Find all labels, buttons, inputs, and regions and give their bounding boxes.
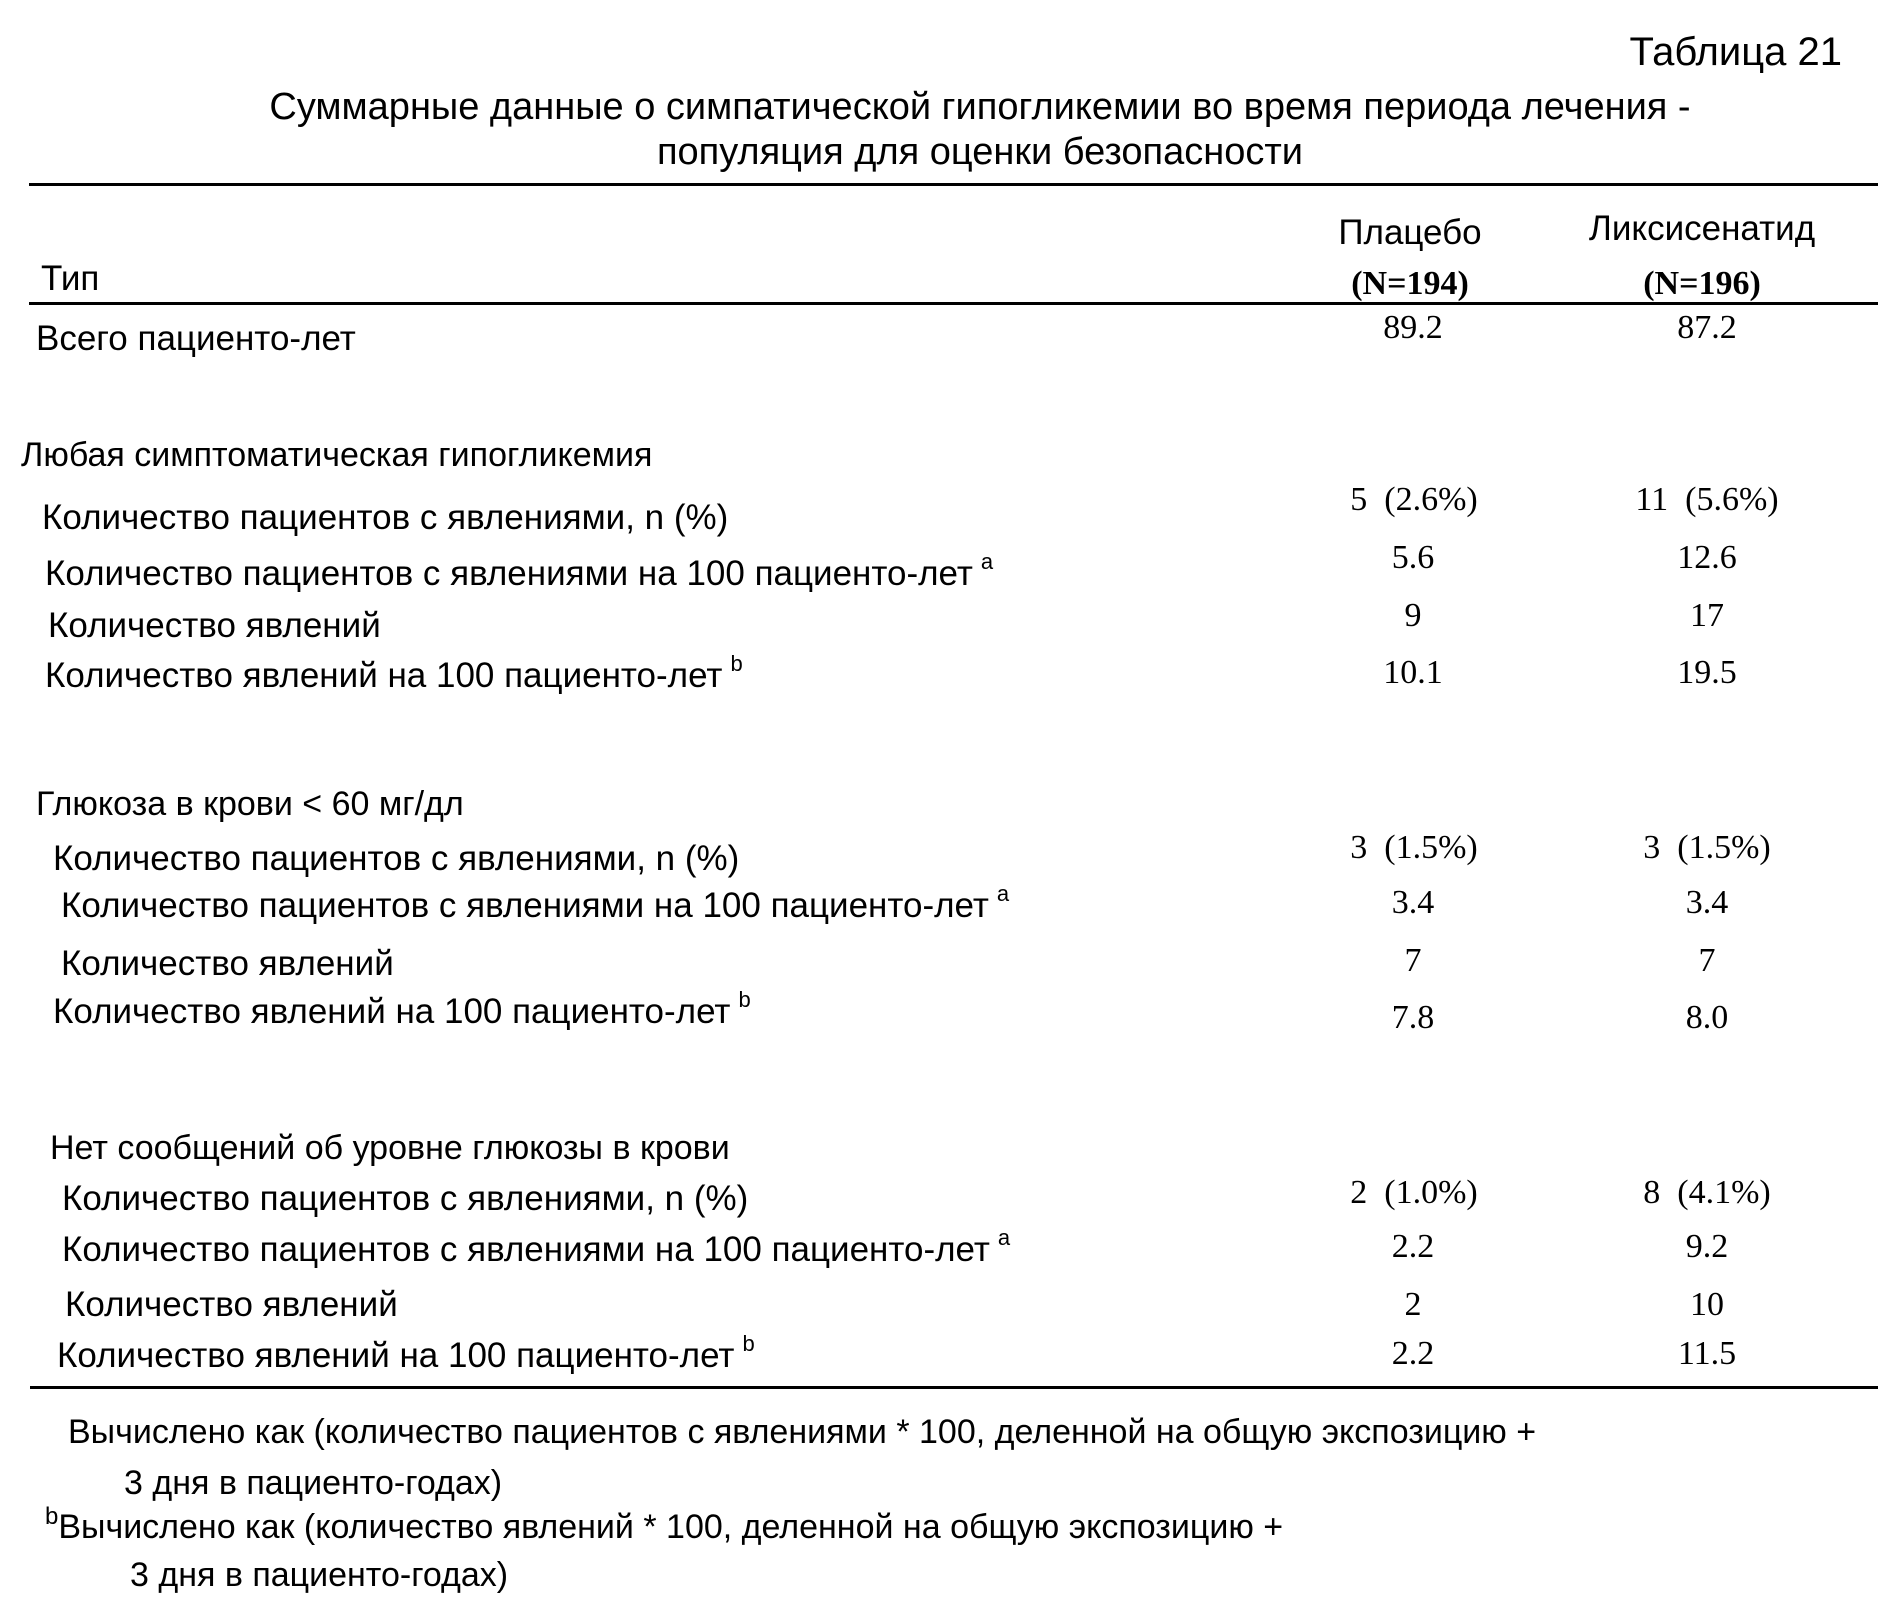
placebo-column-header: Плацебо bbox=[1338, 213, 1482, 252]
row-label: Количество пациентов с явлениями на 100 пациенто-лет $^a$ bbox=[62, 1225, 1011, 1269]
lixisenatide-value: 9.2 bbox=[1685, 1228, 1729, 1265]
header-rule bbox=[29, 302, 1878, 305]
lixisenatide-value: 8 (4.1%) bbox=[1643, 1174, 1771, 1211]
placebo-value: 7.8 bbox=[1391, 999, 1435, 1036]
placebo-value: 3 (1.5%) bbox=[1350, 829, 1478, 866]
lixisenatide-value: 3 (1.5%) bbox=[1643, 829, 1771, 866]
footnote-marker-a: a bbox=[996, 881, 1010, 906]
footnote-a-line-2: 3 дня в пациенто-годах) bbox=[124, 1464, 503, 1502]
total-lixisenatide-value: 87.2 bbox=[1677, 309, 1737, 346]
top-rule bbox=[29, 183, 1878, 186]
type-column-header: Тип bbox=[41, 259, 100, 298]
lixisenatide-column-header: Ликсисенатид bbox=[1588, 209, 1816, 248]
footnote-marker-b: b bbox=[738, 987, 751, 1012]
row-label: Количество явлений на 100 пациенто-лет $^b$ bbox=[45, 651, 743, 695]
row-label: Количество явлений на 100 пациенто-лет $^b$ bbox=[53, 987, 751, 1031]
lixisenatide-value: 10 bbox=[1690, 1286, 1724, 1323]
row-label: Количество явлений на 100 пациенто-лет $^b$ bbox=[57, 1331, 755, 1375]
total-placebo-value: 89.2 bbox=[1383, 309, 1443, 346]
lixisenatide-value: 8.0 bbox=[1685, 999, 1729, 1036]
footnote-b-line-2: 3 дня в пациенто-годах) bbox=[130, 1556, 509, 1594]
placebo-value: 9 bbox=[1404, 597, 1422, 634]
footnote-marker-b: b bbox=[45, 1503, 59, 1530]
lixisenatide-value: 7 bbox=[1698, 942, 1716, 979]
total-patient-years-label: Всего пациенто-лет bbox=[36, 319, 356, 358]
section-title-any-symptomatic: Любая симптоматическая гипогликемия bbox=[21, 436, 653, 474]
row-label: Количество пациентов с явлениями, n (%) bbox=[53, 839, 740, 878]
lixisenatide-n-header: (N=196) bbox=[1643, 265, 1761, 302]
footnote-marker-b: b bbox=[742, 1331, 755, 1356]
placebo-n-header: (N=194) bbox=[1351, 265, 1469, 302]
placebo-value: 7 bbox=[1404, 942, 1422, 979]
lixisenatide-value: 3.4 bbox=[1685, 884, 1729, 921]
footnote-marker-b: b bbox=[730, 651, 743, 676]
placebo-value: 2 bbox=[1404, 1286, 1422, 1323]
placebo-value: 5 (2.6%) bbox=[1350, 481, 1478, 518]
row-label: Количество пациентов с явлениями, n (%) bbox=[42, 498, 729, 537]
placebo-value: 2.2 bbox=[1391, 1335, 1435, 1372]
placebo-value: 2 (1.0%) bbox=[1350, 1174, 1478, 1211]
footnote-a-line-1: Вычислено как (количество пациентов с явлениями * 100, деленной на общую экспозицию + bbox=[68, 1413, 1537, 1451]
footnote-marker-a: a bbox=[980, 549, 994, 574]
lixisenatide-value: 11 (5.6%) bbox=[1635, 481, 1779, 518]
footnote-marker-a: a bbox=[997, 1225, 1011, 1250]
lixisenatide-value: 11.5 bbox=[1677, 1335, 1737, 1372]
row-label: Количество пациентов с явлениями на 100 пациенто-лет $^a$ bbox=[45, 549, 994, 593]
section-title-glucose-below-60: Глюкоза в крови < 60 мг/дл bbox=[36, 785, 464, 823]
bottom-rule bbox=[30, 1386, 1878, 1389]
row-label: Количество пациентов с явлениями, n (%) bbox=[62, 1179, 749, 1218]
row-label: Количество пациентов с явлениями на 100 пациенто-лет $^a$ bbox=[61, 881, 1010, 925]
footnote-b-line-1: $^b$Вычислено как (количество явлений * 100, деленной на общую экспозицию + bbox=[45, 1503, 1284, 1546]
placebo-value: 5.6 bbox=[1391, 539, 1435, 576]
placebo-value: 10.1 bbox=[1383, 654, 1443, 691]
placebo-value: 2.2 bbox=[1391, 1228, 1435, 1265]
placebo-value: 3.4 bbox=[1391, 884, 1435, 921]
table-title-line-1: Суммарные данные о симпатической гипогликемии во время периода лечения - bbox=[269, 86, 1691, 128]
row-label: Количество явлений bbox=[48, 606, 381, 645]
table-number-label: Таблица 21 bbox=[1629, 30, 1842, 74]
row-label: Количество явлений bbox=[61, 944, 394, 983]
section-title-no-glucose-report: Нет сообщений об уровне глюкозы в крови bbox=[50, 1129, 730, 1167]
table-title-line-2: популяция для оценки безопасности bbox=[656, 131, 1304, 173]
lixisenatide-value: 12.6 bbox=[1677, 539, 1737, 576]
lixisenatide-value: 17 bbox=[1690, 597, 1724, 634]
row-label: Количество явлений bbox=[65, 1285, 398, 1324]
lixisenatide-value: 19.5 bbox=[1677, 654, 1737, 691]
